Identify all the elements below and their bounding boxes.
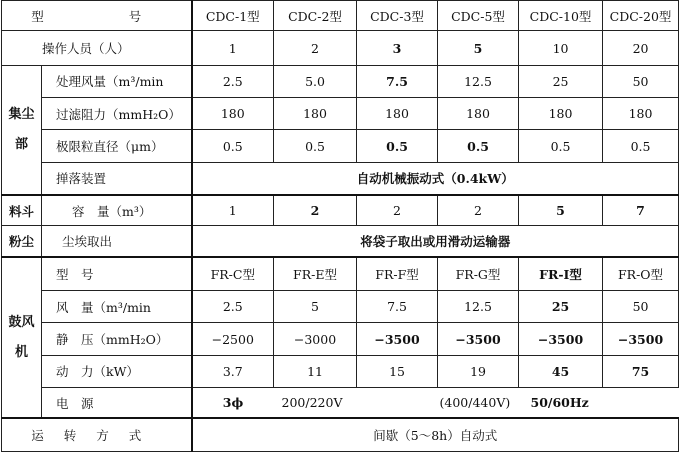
blower-row-power bbox=[2, 355, 679, 387]
cell: 0.5 bbox=[519, 130, 603, 162]
cell: FR-C型 bbox=[192, 257, 274, 290]
cell: −2500 bbox=[192, 323, 274, 355]
cell: 180 bbox=[274, 98, 357, 130]
spec-table bbox=[1, 0, 679, 452]
cell: 45 bbox=[519, 355, 603, 387]
row-label: 掸落装置 bbox=[42, 162, 192, 194]
cell: −3000 bbox=[274, 323, 357, 355]
model-header-4: CDC-5型 bbox=[438, 1, 519, 31]
operators-label: 操作人员（人） bbox=[2, 31, 192, 65]
cell: −3500 bbox=[519, 323, 603, 355]
cell: 3.7 bbox=[192, 355, 274, 387]
row-label: 极限粒直径（μm） bbox=[42, 130, 192, 162]
cell: FR-E型 bbox=[274, 257, 357, 290]
cell: 50 bbox=[603, 291, 679, 323]
cell: FR-O型 bbox=[603, 257, 679, 290]
operators-row bbox=[2, 31, 679, 65]
blower-row-type bbox=[2, 257, 679, 290]
model-header-3: CDC-3型 bbox=[357, 1, 438, 31]
cell: 180 bbox=[603, 98, 679, 130]
cell: 12.5 bbox=[438, 291, 519, 323]
cell: 180 bbox=[192, 98, 274, 130]
cell: 19 bbox=[438, 355, 519, 387]
hopper-row bbox=[2, 195, 679, 226]
row-label: 型 号 bbox=[42, 257, 192, 290]
cell: 20 bbox=[603, 31, 679, 65]
cell: 180 bbox=[438, 98, 519, 130]
cell: 7 bbox=[603, 195, 679, 226]
cell: −3500 bbox=[438, 323, 519, 355]
operation-row bbox=[2, 418, 679, 452]
powder-row bbox=[2, 226, 679, 257]
cell: 2 bbox=[274, 31, 357, 65]
shaker-value: 自动机械振动式（0.4kW） bbox=[192, 162, 679, 194]
model-header-5: CDC-10型 bbox=[519, 1, 603, 31]
cell: 5 bbox=[274, 291, 357, 323]
power-voltage-1: 200/220V bbox=[274, 388, 438, 418]
blower-section-label: 鼓风机 bbox=[2, 257, 42, 418]
model-header-6: CDC-20型 bbox=[603, 1, 679, 31]
row-label: 处理风量（m³/min bbox=[42, 65, 192, 97]
cell: FR-F型 bbox=[357, 257, 438, 290]
cell: 180 bbox=[519, 98, 603, 130]
blower-row-airflow bbox=[2, 291, 679, 323]
operation-value: 间歇（5～8h）自动式 bbox=[192, 418, 679, 452]
cell: 2 bbox=[274, 195, 357, 226]
cell: 1 bbox=[192, 195, 274, 226]
cell: FR-I型 bbox=[519, 257, 603, 290]
cell: 5 bbox=[519, 195, 603, 226]
header-row bbox=[2, 1, 679, 31]
cell: 7.5 bbox=[357, 291, 438, 323]
dust-row-particle bbox=[2, 130, 679, 162]
cell: 0.5 bbox=[603, 130, 679, 162]
blower-row-pressure bbox=[2, 323, 679, 355]
cell: 0.5 bbox=[438, 130, 519, 162]
dust-row-airflow bbox=[2, 65, 679, 97]
cell: 25 bbox=[519, 65, 603, 97]
power-voltage-2: (400/440V) bbox=[438, 388, 519, 418]
cell: 75 bbox=[603, 355, 679, 387]
row-label: 过滤阻力（mmH₂O） bbox=[42, 98, 192, 130]
powder-value: 将袋子取出或用滑动运输器 bbox=[192, 226, 679, 257]
cell: 180 bbox=[357, 98, 438, 130]
model-header-1: CDC-1型 bbox=[192, 1, 274, 31]
cell: 2.5 bbox=[192, 291, 274, 323]
power-phase: 3ϕ bbox=[192, 388, 274, 418]
cell: 1 bbox=[192, 31, 274, 65]
cell: 2 bbox=[357, 195, 438, 226]
cell: 0.5 bbox=[357, 130, 438, 162]
dust-section-label: 集尘部 bbox=[2, 65, 42, 194]
cell: −3500 bbox=[603, 323, 679, 355]
cell: 3 bbox=[357, 31, 438, 65]
power-frequency: 50/60Hz bbox=[519, 388, 679, 418]
row-label: 风 量（m³/min bbox=[42, 291, 192, 323]
cell: 10 bbox=[519, 31, 603, 65]
dust-row-shaker bbox=[2, 162, 679, 194]
cell: 2.5 bbox=[192, 65, 274, 97]
cell: 5 bbox=[438, 31, 519, 65]
row-label: 静 压（mmH₂O） bbox=[42, 323, 192, 355]
cell: 7.5 bbox=[357, 65, 438, 97]
cell: −3500 bbox=[357, 323, 438, 355]
row-label: 动 力（kW） bbox=[42, 355, 192, 387]
cell: 25 bbox=[519, 291, 603, 323]
cell: 0.5 bbox=[192, 130, 274, 162]
blower-row-supply bbox=[2, 388, 679, 418]
cell: 2 bbox=[438, 195, 519, 226]
powder-section-label: 粉尘 bbox=[2, 226, 42, 257]
model-header-2: CDC-2型 bbox=[274, 1, 357, 31]
operation-label: 运转方式 bbox=[2, 418, 192, 452]
row-label: 电 源 bbox=[42, 388, 192, 418]
cell: 0.5 bbox=[274, 130, 357, 162]
hopper-section-label: 料斗 bbox=[2, 195, 42, 226]
cell: FR-G型 bbox=[438, 257, 519, 290]
row-label: 尘埃取出 bbox=[42, 226, 192, 257]
cell: 5.0 bbox=[274, 65, 357, 97]
cell: 12.5 bbox=[438, 65, 519, 97]
row-label: 容 量（m³） bbox=[42, 195, 192, 226]
cell: 11 bbox=[274, 355, 357, 387]
cell: 50 bbox=[603, 65, 679, 97]
cell: 15 bbox=[357, 355, 438, 387]
type-header: 型 号 bbox=[2, 1, 192, 31]
dust-row-resistance bbox=[2, 98, 679, 130]
